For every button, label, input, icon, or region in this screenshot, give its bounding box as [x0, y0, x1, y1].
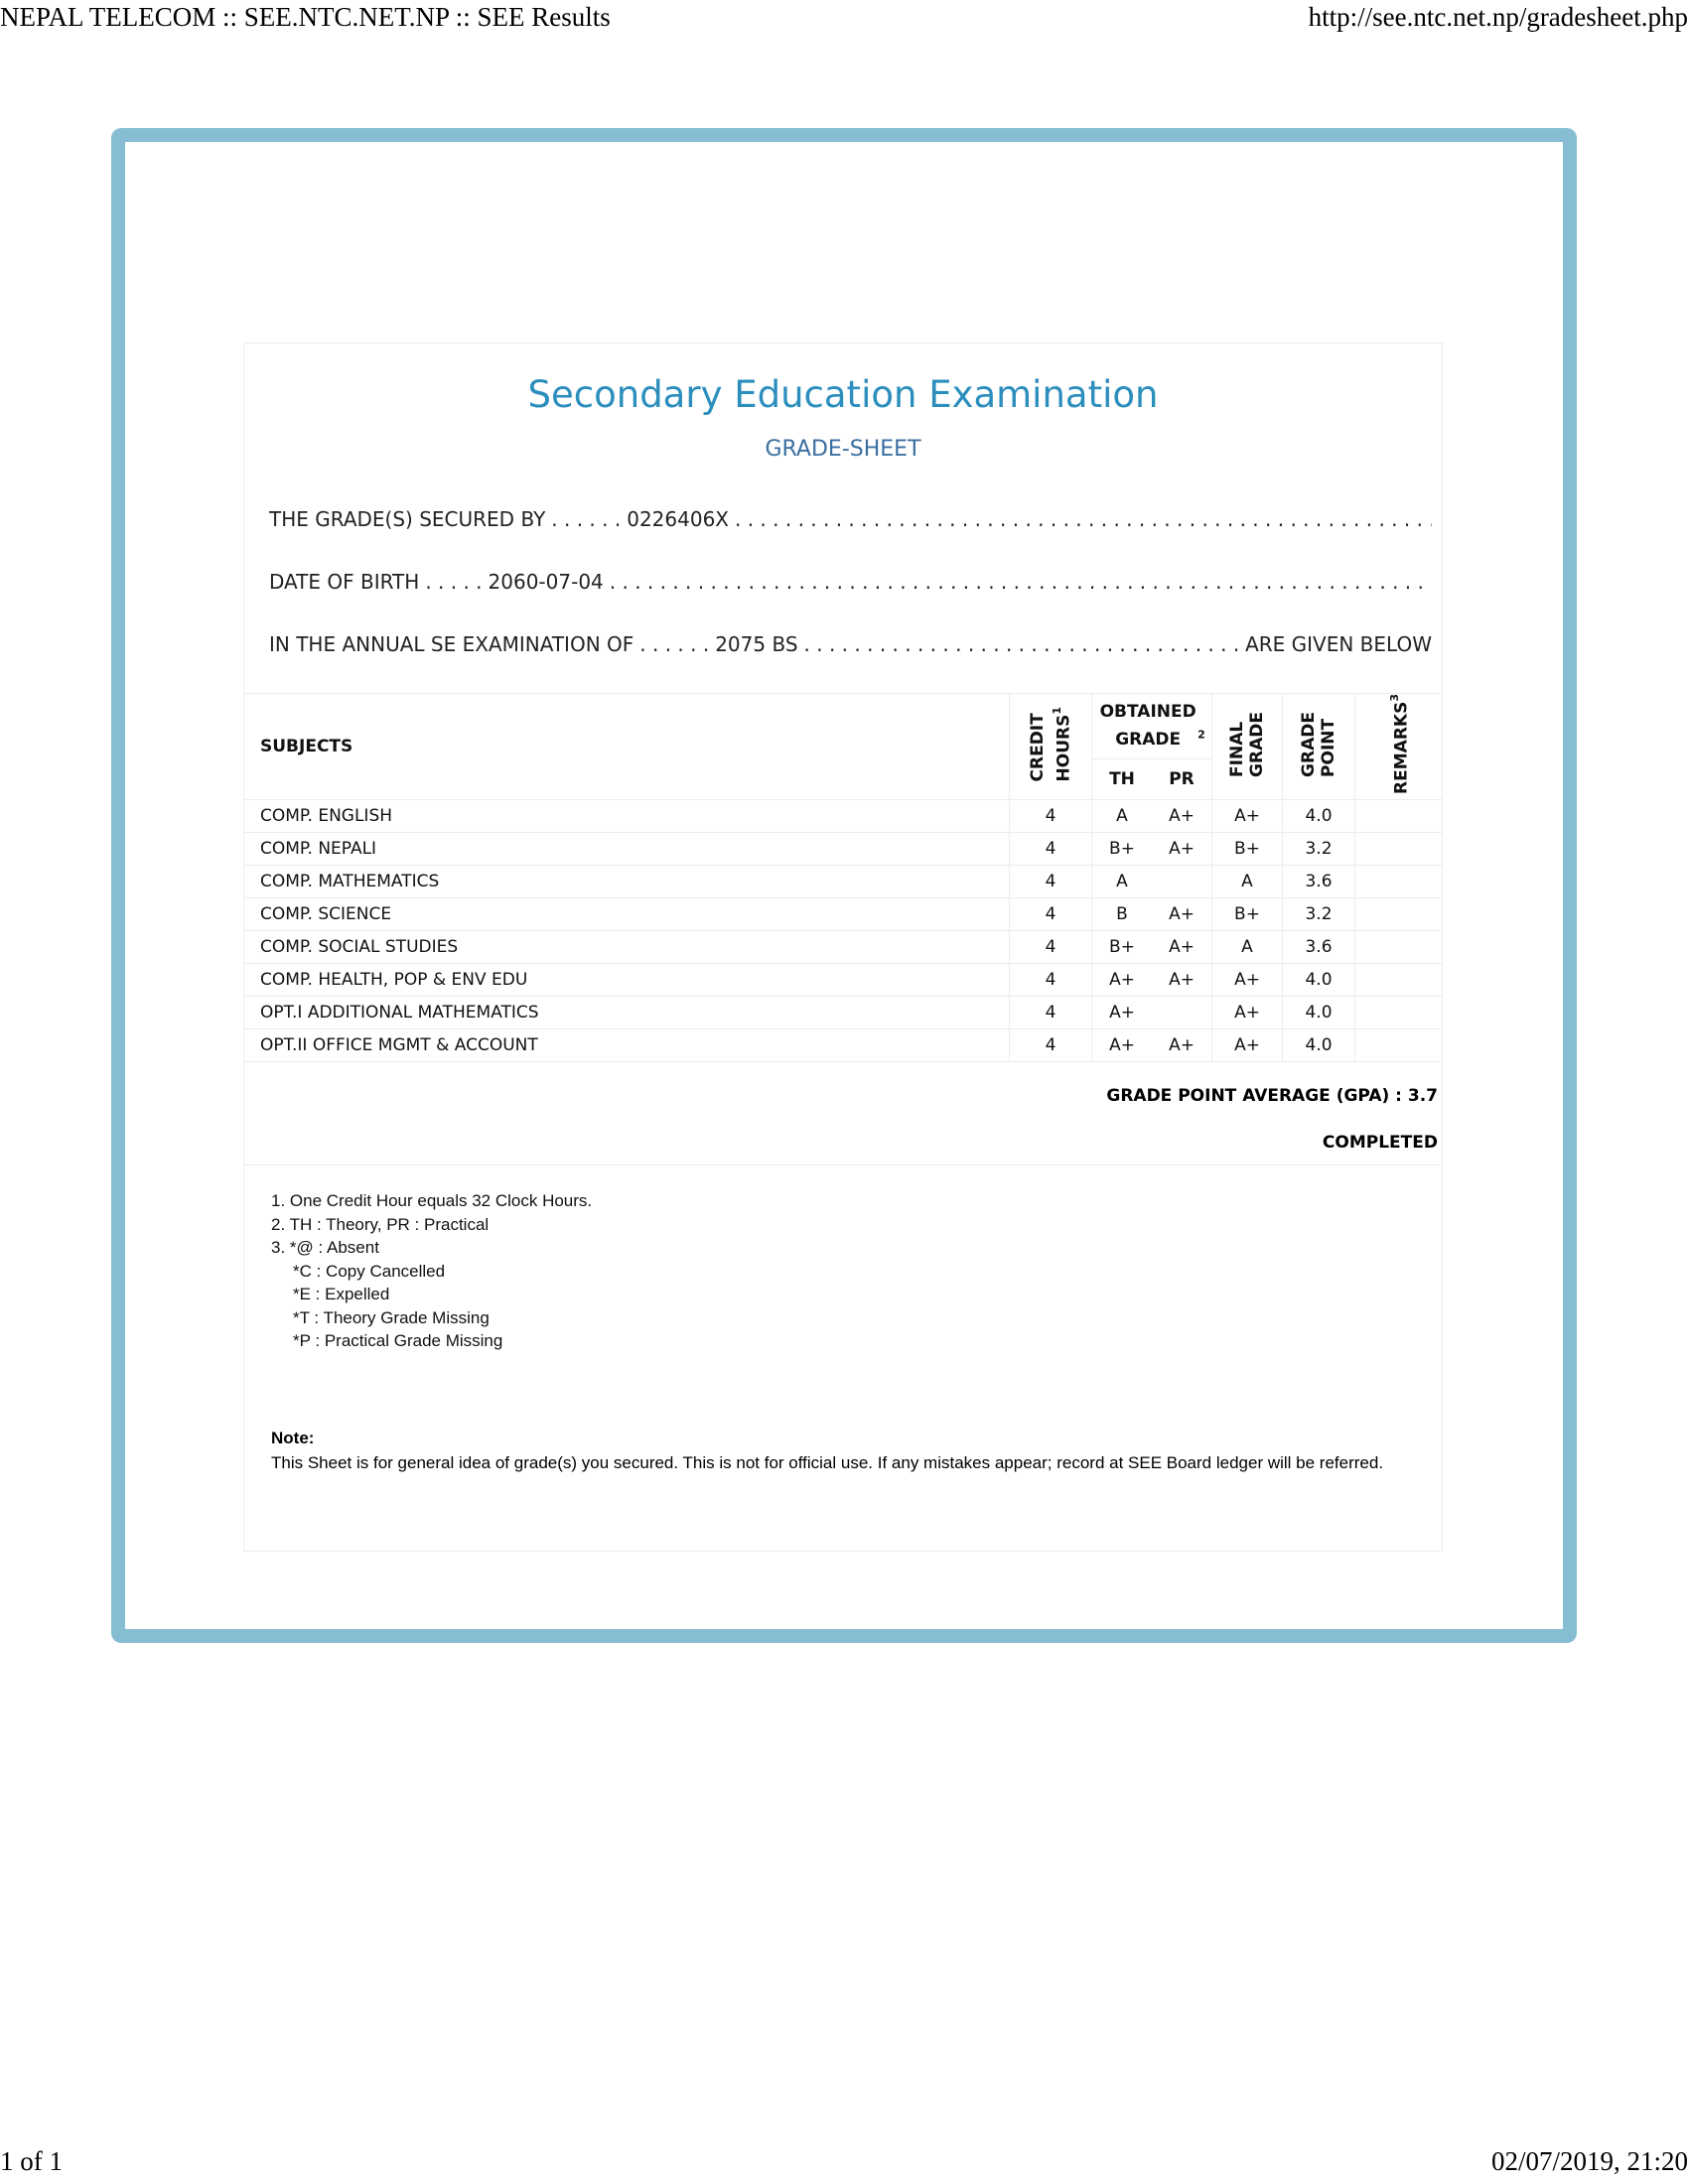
footnote-item: 3. *@ : Absent [271, 1238, 379, 1257]
page-number: 1 of 1 [0, 2146, 63, 2176]
obtained-grade-header: OBTAINED GRADE $^2$ [1092, 694, 1212, 759]
remarks-header: REMARKS$^3$ [1355, 694, 1443, 800]
subject-cell: COMP. SOCIAL STUDIES [244, 930, 1010, 963]
dob-label: DATE OF BIRTH [269, 570, 420, 594]
credit-cell: 4 [1010, 930, 1092, 963]
exam-label: IN THE ANNUAL SE EXAMINATION OF [269, 632, 634, 656]
th-grade-cell: A+ [1092, 963, 1153, 996]
exam-line [269, 632, 1432, 662]
result-status: COMPLETED [1322, 1133, 1438, 1153]
dob-line [269, 570, 1432, 600]
remarks-cell [1355, 832, 1443, 865]
final-grade-cell: A+ [1212, 963, 1283, 996]
subject-cell: COMP. SCIENCE [244, 897, 1010, 930]
grade-point-cell: 4.0 [1283, 1028, 1355, 1061]
subject-cell: OPT.II OFFICE MGMT & ACCOUNT [244, 1028, 1010, 1061]
table-row [244, 897, 1442, 930]
final-grade-cell: A [1212, 865, 1283, 897]
sheet-title: Secondary Education Examination [527, 373, 1159, 416]
footnote-item: *E : Expelled [293, 1285, 390, 1303]
print-header-url[interactable]: http://see.ntc.net.np/gradesheet.php [1308, 2, 1688, 32]
footnote-item: *P : Practical Grade Missing [293, 1331, 503, 1350]
exam-year: 2075 BS [715, 632, 798, 656]
gpa-text: GRADE POINT AVERAGE (GPA) : 3.7 [1106, 1086, 1438, 1106]
secured-by-line [269, 507, 1432, 537]
pr-grade-cell: A+ [1152, 832, 1212, 865]
table-row [244, 799, 1442, 832]
dob-value: 2060-07-04 [488, 570, 604, 594]
remarks-cell [1355, 963, 1443, 996]
grade-point-cell: 3.6 [1283, 865, 1355, 897]
final-grade-cell: A+ [1212, 996, 1283, 1028]
leader-dots [735, 507, 1432, 531]
grade-point-cell: 4.0 [1283, 963, 1355, 996]
secured-by-label: THE GRADE(S) SECURED BY [269, 507, 546, 531]
pr-grade-cell: A+ [1152, 897, 1212, 930]
final-grade-cell: B+ [1212, 897, 1283, 930]
table-row [244, 865, 1442, 897]
credit-cell: 4 [1010, 897, 1092, 930]
table-row [244, 832, 1442, 865]
grade-point-cell: 3.6 [1283, 930, 1355, 963]
subject-cell: COMP. NEPALI [244, 832, 1010, 865]
pr-header: PR [1152, 758, 1212, 799]
th-grade-cell: B [1092, 897, 1153, 930]
remarks-cell [1355, 865, 1443, 897]
grade-point-cell: 3.2 [1283, 832, 1355, 865]
footnote-item: *C : Copy Cancelled [293, 1261, 446, 1281]
print-timestamp: 02/07/2019, 21:20 [1490, 2146, 1688, 2176]
footnote-item: 1. One Credit Hour equals 32 Clock Hours. [271, 1191, 593, 1210]
credit-cell: 4 [1010, 799, 1092, 832]
subjects-header: SUBJECTS [244, 694, 1010, 800]
pr-grade-cell [1152, 996, 1212, 1028]
credit-cell: 4 [1010, 963, 1092, 996]
footnote-item: 2. TH : Theory, PR : Practical [271, 1214, 490, 1234]
remarks-cell [1355, 799, 1443, 832]
print-header-title: NEPAL TELECOM :: SEE.NTC.NET.NP :: SEE Results [0, 2, 611, 32]
pr-grade-cell: A+ [1152, 963, 1212, 996]
grade-point-cell: 3.2 [1283, 897, 1355, 930]
leader-dots [610, 570, 1432, 594]
final-grade-header: FINAL GRADE [1212, 694, 1283, 800]
grade-point-header: GRADE POINT [1283, 694, 1355, 800]
table-row [244, 996, 1442, 1028]
final-grade-cell: A+ [1212, 799, 1283, 832]
pr-grade-cell: A+ [1152, 1028, 1212, 1061]
credit-cell: 4 [1010, 1028, 1092, 1061]
th-grade-cell: A+ [1092, 1028, 1153, 1061]
final-grade-cell: A [1212, 930, 1283, 963]
grades-table [244, 693, 1442, 1062]
credit-cell: 4 [1010, 865, 1092, 897]
table-row [244, 930, 1442, 963]
final-grade-cell: A+ [1212, 1028, 1283, 1061]
credit-hours-header: CREDIT HOURS$^1$ [1010, 694, 1092, 800]
note-title: Note: [271, 1429, 315, 1447]
leader-dots: . . . . . . [551, 507, 622, 531]
footnote-item: *T : Theory Grade Missing [293, 1307, 490, 1327]
subject-cell: COMP. ENGLISH [244, 799, 1010, 832]
table-header-row [244, 694, 1442, 759]
remarks-cell [1355, 897, 1443, 930]
pr-grade-cell: A+ [1152, 930, 1212, 963]
pr-grade-cell [1152, 865, 1212, 897]
th-grade-cell: A [1092, 799, 1153, 832]
leader-dots: . . . . . [425, 570, 483, 594]
grade-point-cell: 4.0 [1283, 996, 1355, 1028]
th-header: TH [1092, 758, 1153, 799]
th-grade-cell: B+ [1092, 930, 1153, 963]
pr-grade-cell: A+ [1152, 799, 1212, 832]
leader-dots: . . . . . . [639, 632, 710, 656]
given-below-label: ARE GIVEN BELOW [1245, 632, 1432, 656]
subject-cell: COMP. MATHEMATICS [244, 865, 1010, 897]
table-row [244, 1028, 1442, 1061]
remarks-cell [1355, 930, 1443, 963]
symbol-number: 0226406X [627, 507, 729, 531]
note-text: This Sheet is for general idea of grade(s) you secured. This is not for official use. If any mistakes appear; record at SEE Board ledger will be referred. [271, 1453, 1384, 1472]
th-grade-cell: A+ [1092, 996, 1153, 1028]
credit-cell: 4 [1010, 996, 1092, 1028]
remarks-cell [1355, 996, 1443, 1028]
subject-cell: OPT.I ADDITIONAL MATHEMATICS [244, 996, 1010, 1028]
grade-point-cell: 4.0 [1283, 799, 1355, 832]
sheet-subtitle: GRADE-SHEET [765, 437, 921, 462]
grade-sheet [243, 342, 1443, 1552]
credit-cell: 4 [1010, 832, 1092, 865]
final-grade-cell: B+ [1212, 832, 1283, 865]
th-grade-cell: A [1092, 865, 1153, 897]
table-row [244, 963, 1442, 996]
leader-dots [804, 632, 1240, 656]
divider [244, 1164, 1442, 1165]
remarks-cell [1355, 1028, 1443, 1061]
footnotes-list [271, 1189, 592, 1353]
th-grade-cell: B+ [1092, 832, 1153, 865]
subject-cell: COMP. HEALTH, POP & ENV EDU [244, 963, 1010, 996]
